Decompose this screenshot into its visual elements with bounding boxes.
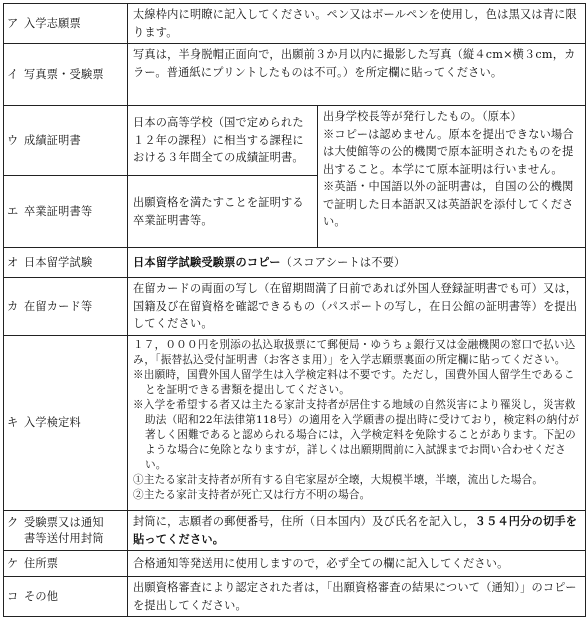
row-label-text: 入学志願票	[24, 16, 81, 30]
row-label	[4, 577, 128, 617]
shared-text: 出身学校長等が発行したもの。（原本）	[323, 110, 522, 123]
table-row	[4, 248, 586, 278]
row-description	[128, 336, 586, 511]
row-key: ウ	[7, 133, 19, 147]
row-label-text: 書等送付用封筒	[24, 531, 104, 545]
table-row	[4, 278, 586, 336]
application-documents-table	[3, 3, 586, 617]
row-key: コ	[7, 589, 19, 603]
row-key: ク	[7, 515, 19, 529]
plain-text: （スコアシートは不要）	[280, 255, 406, 269]
note: ①主たる家計支持者が所有する自宅家屋が全壊，大規模半壊，半壊，流出した場合。	[133, 474, 544, 486]
row-key: エ	[7, 204, 19, 218]
row-key: キ	[7, 416, 19, 430]
table-row	[4, 4, 586, 44]
row-key: イ	[7, 67, 19, 81]
table-row	[4, 511, 586, 551]
row-label-text: 卒業証明書等	[24, 204, 93, 218]
row-description	[128, 248, 586, 278]
note: ※出願時，国費外国人留学生は入学検定料は不要です。ただし，国費外国人留学生であることを証明できる書類を提出してください。	[133, 369, 575, 396]
row-key: オ	[7, 255, 19, 269]
row-description: 写真は，半身脱帽正面向で，出願前３か月以内に撮影した写真（縦４cm×横３cm，カラー。普通紙にプリントしたものは不可。）を所定欄に貼ってください。	[128, 44, 586, 106]
row-label-text: 住所票	[24, 556, 59, 570]
row-label-text: 入学検定料	[24, 416, 81, 430]
row-description: 合格通知等発送用に使用しますので，必ず全ての欄に記入してください。	[128, 551, 586, 577]
row-description: 在留カードの両面の写し（在留期間満了日前であれば外国人登録証明書でも可）又は，国籍及び在留資格を確認できるもの（パスポートの写し，在日公館の証明書等）を提出してください。	[128, 278, 586, 336]
row-description	[128, 511, 586, 551]
row-key: カ	[7, 299, 19, 313]
row-label	[4, 4, 128, 44]
row-description: 日本の高等学校（国で定められた１２年の課程）に相当する課程における３年間全ての成績証明書。	[128, 106, 318, 176]
row-label	[4, 551, 128, 577]
note: ※入学を希望する者又は主たる家計支持者が居住する地域の自然災害により罹災し，災害救助法（昭和22年法律第118号）の適用を入学願書の提出時に受けており，検定料の納付が著しく困難であると認められる場合には，入学検定料を免除することがあります。下記のような場合に免除となりますが，詳しくは出願期間前に入試課までお問い合わせください。	[133, 399, 580, 471]
table-row	[4, 336, 586, 511]
row-label-text: その他	[24, 589, 59, 603]
table-row	[4, 106, 586, 176]
row-label	[4, 336, 128, 511]
table-row	[4, 577, 586, 617]
row-label	[4, 106, 128, 176]
main-text: １７，０００円を別添の払込取扱票にて郵便局・ゆうちょ銀行又は金融機関の窓口で払い込み，「振替払込受付証明書（お客さま用）」を入学志願票裏面の所定欄に貼ってください。	[133, 339, 576, 366]
row-label-text: 写真票・受験票	[24, 67, 104, 81]
bold-text: 日本留学試験受験票のコピー	[133, 255, 281, 269]
row-key: ア	[7, 16, 19, 30]
table-row	[4, 551, 586, 577]
row-label	[4, 176, 128, 248]
table-row	[4, 44, 586, 106]
row-label-text: 成績証明書	[24, 133, 81, 147]
row-description: 太線枠内に明瞭に記入してください。ペン又はボールペンを使用し，色は黒又は青に限ります。	[128, 4, 586, 44]
row-label	[4, 44, 128, 106]
row-label-text: 受験票又は通知	[24, 515, 104, 529]
row-description: 出願資格を満たすことを証明する卒業証明書等。	[128, 176, 318, 248]
note: ②主たる家計支持者が死亡又は行方不明の場合。	[133, 489, 371, 501]
row-label	[4, 511, 128, 551]
shared-certificate-note	[318, 106, 586, 248]
shared-note: ※英語・中国語以外の証明書は，自国の公的機関で証明した日本語訳又は英語訳を添付してください。	[323, 180, 574, 228]
row-description: 出願資格審査により認定された者は，「出願資格審査の結果について（通知）」のコピーを提出してください。	[128, 577, 586, 617]
row-label-text: 在留カード等	[24, 299, 93, 313]
row-key: ケ	[7, 556, 19, 570]
row-label	[4, 248, 128, 278]
row-label	[4, 278, 128, 336]
shared-note: ※コピーは認めません。原本を提出できない場合は大使館等の公的機関で原本証明されたものを提出すること。本学にて原本証明は行いません。	[323, 127, 574, 176]
row-label-text: 日本留学試験	[24, 255, 93, 269]
bold-text: ３５４円分の切手を貼ってください。	[133, 515, 578, 546]
plain-text: 封筒に，志願者の郵便番号，住所（日本国内）及び氏名を記入し，	[133, 515, 475, 528]
